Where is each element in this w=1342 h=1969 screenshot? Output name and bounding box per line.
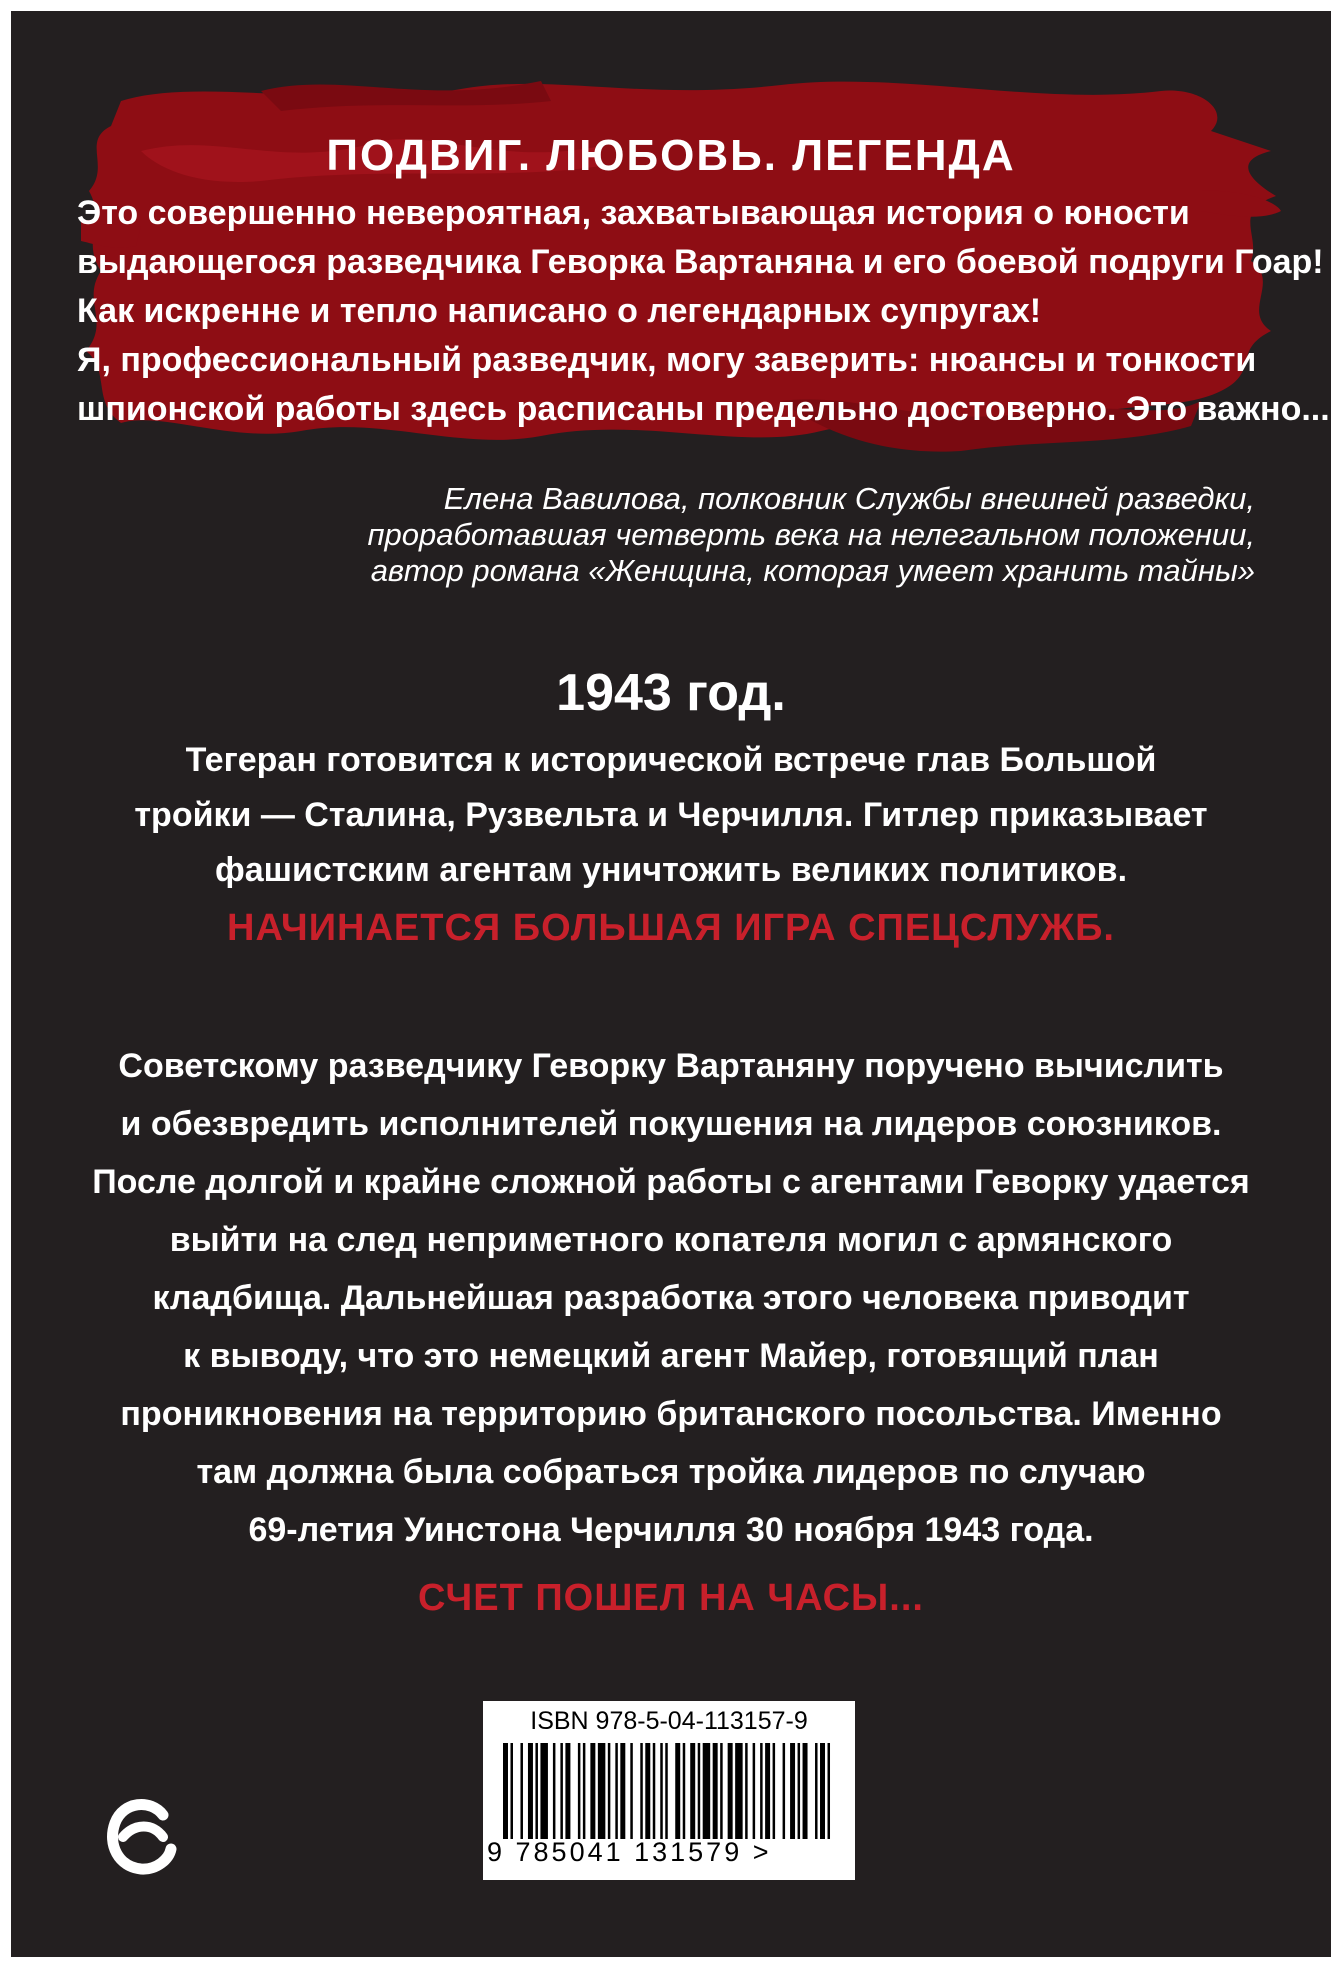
synopsis-line: там должна была собраться тройка лидеров по случаю: [196, 1453, 1146, 1491]
barcode-bar: [745, 1743, 748, 1839]
barcode-digits: 9 785041 131579 >: [487, 1837, 772, 1867]
attribution-line: автор романа «Женщина, которая умеет хранить тайны»: [370, 553, 1255, 588]
eksmo-e-logo-icon: [101, 1793, 181, 1883]
barcode-bar: [728, 1743, 733, 1839]
attribution-line: проработавшая четверть века на нелегальном положении,: [367, 517, 1255, 552]
isbn-number: ISBN 978-5-04-113157-9: [530, 1707, 808, 1735]
barcode-bar: [698, 1743, 701, 1839]
book-back-cover: [11, 11, 1331, 1957]
barcode-bar: [540, 1743, 547, 1839]
quote-line: Я, профессиональный разведчик, могу заверить: нюансы и тонкости: [77, 341, 1257, 379]
barcode-bar: [620, 1743, 625, 1839]
barcode-bar: [765, 1743, 770, 1839]
attribution-line: Елена Вавилова, полковник Службы внешней разведки,: [443, 481, 1255, 516]
barcode-bar: [553, 1743, 556, 1839]
quote-line: выдающегося разведчика Геворка Вартаняна и его боевой подруги Гоар!: [77, 243, 1324, 281]
barcode-bar: [560, 1743, 563, 1839]
barcode-bar: [720, 1743, 723, 1839]
barcode-bar: [803, 1743, 808, 1839]
barcode-bar: [510, 1743, 513, 1839]
barcode-bar: [528, 1743, 533, 1839]
synopsis-line: выйти на след неприметного копателя могил с армянского: [169, 1221, 1173, 1259]
synopsis-line: кладбища. Дальнейшая разработка этого человека приводит: [152, 1279, 1190, 1317]
barcode-bar: [578, 1743, 581, 1839]
quote-line: шпионской работы здесь расписаны предельно достоверно. Это важно...: [77, 390, 1330, 428]
barcode-bar: [790, 1743, 795, 1839]
synopsis-line: 69-летия Уинстона Черчилля 30 ноября 1943 года.: [248, 1511, 1094, 1549]
synopsis-line: Советскому разведчику Геворку Вартаняну поручено вычислить: [118, 1047, 1224, 1085]
barcode-bar: [828, 1743, 831, 1839]
barcode-bar: [660, 1743, 663, 1839]
barcode-bar: [598, 1743, 605, 1839]
barcode-bar: [590, 1743, 595, 1839]
barcode-bar: [773, 1743, 776, 1839]
barcode-bar: [760, 1743, 763, 1839]
red-highlight-clock: СЧЕТ ПОШЕЛ НА ЧАСЫ...: [418, 1577, 924, 1619]
barcode-bar: [665, 1743, 668, 1839]
barcode-bars: [503, 1743, 835, 1839]
barcode-bar: [640, 1743, 643, 1839]
synopsis-line: фашистским агентам уничтожить великих политиков.: [214, 851, 1128, 889]
barcode-bar: [820, 1743, 825, 1839]
quote-attribution: [155, 481, 1255, 589]
barcode-bar: [653, 1743, 656, 1839]
isbn-barcode: [483, 1701, 855, 1880]
barcode-bar: [583, 1743, 586, 1839]
quote-line: Как искренне и тепло написано о легендарных супругах!: [77, 292, 1042, 330]
barcode-bar: [503, 1743, 508, 1839]
synopsis-intro: [41, 733, 1301, 898]
barcode-bar: [520, 1743, 523, 1839]
barcode-bar: [675, 1743, 680, 1839]
barcode-bar: [753, 1743, 756, 1839]
barcode-bar: [690, 1743, 695, 1839]
synopsis-line: тройки — Сталина, Рузвельта и Черчилля. Гитлер приказывает: [134, 796, 1208, 834]
review-quote: [77, 189, 1330, 434]
barcode-bar: [565, 1743, 570, 1839]
barcode-bar: [798, 1743, 801, 1839]
tagline-heading: ПОДВИГ. ЛЮБОВЬ. ЛЕГЕНДА: [326, 131, 1016, 180]
barcode-bar: [535, 1743, 538, 1839]
synopsis-line: к выводу, что это немецкий агент Майер, готовящий план: [183, 1337, 1159, 1375]
barcode-bar: [630, 1743, 633, 1839]
barcode-bar: [735, 1743, 742, 1839]
barcode-bar: [703, 1743, 710, 1839]
barcode-bar: [713, 1743, 718, 1839]
barcode-bar: [683, 1743, 686, 1839]
synopsis-line: Тегеран готовится к исторической встрече глав Большой: [185, 741, 1157, 779]
barcode-bar: [645, 1743, 650, 1839]
year-heading: 1943 год.: [556, 664, 786, 722]
red-highlight-game: НАЧИНАЕТСЯ БОЛЬШАЯ ИГРА СПЕЦСЛУЖБ.: [227, 907, 1115, 949]
synopsis-line: проникновения на территорию британского посольства. Именно: [120, 1395, 1222, 1433]
barcode-bar: [608, 1743, 611, 1839]
barcode-bar: [783, 1743, 786, 1839]
barcode-bar: [615, 1743, 618, 1839]
synopsis-line: После долгой и крайне сложной работы с агентами Геворку удается: [92, 1163, 1250, 1201]
synopsis-line: и обезвредить исполнителей покушения на лидеров союзников.: [120, 1105, 1222, 1143]
synopsis-main: [41, 1037, 1301, 1559]
barcode-bar: [815, 1743, 818, 1839]
quote-line: Это совершенно невероятная, захватывающая история о юности: [77, 194, 1190, 232]
